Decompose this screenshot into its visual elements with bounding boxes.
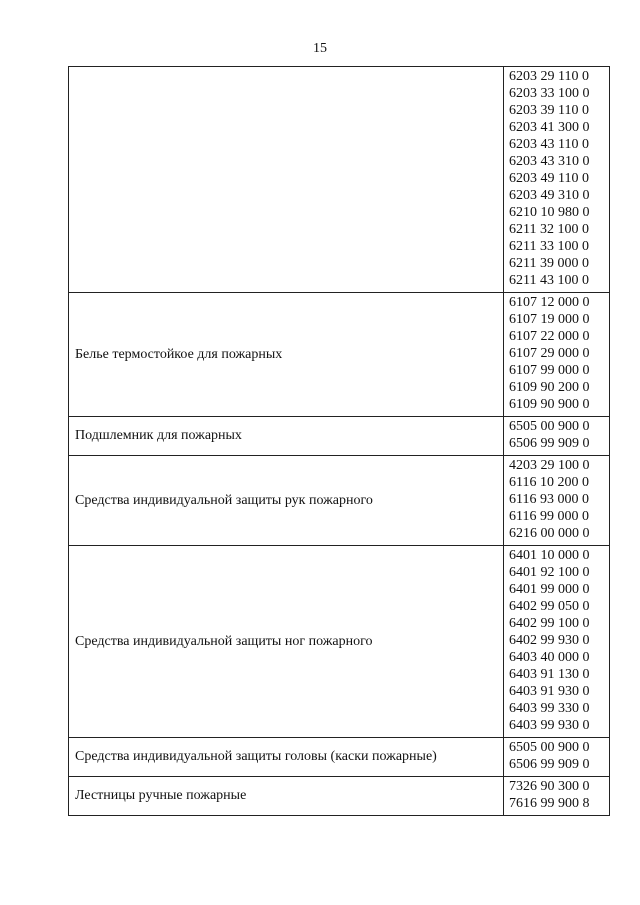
hs-code: 6401 99 000 0: [509, 582, 590, 597]
hs-code: 6403 99 330 0: [509, 701, 590, 716]
hs-code: 6203 33 100 0: [509, 86, 590, 101]
hs-code: 6116 93 000 0: [509, 492, 589, 507]
hs-code: 6211 33 100 0: [509, 239, 589, 254]
table-row: [69, 738, 610, 777]
product-name-cell: Средства индивидуальной защиты ног пожарного: [69, 546, 504, 738]
hs-code: 6107 29 000 0: [509, 346, 590, 361]
hs-code: 6203 39 110 0: [509, 103, 589, 118]
hs-code-cell: [504, 546, 610, 738]
hs-code: 6107 22 000 0: [509, 329, 590, 344]
hs-code: 6401 92 100 0: [509, 565, 590, 580]
table-row: [69, 67, 610, 293]
hs-code-cell: [504, 67, 610, 293]
hs-code: 6403 99 930 0: [509, 718, 590, 733]
table-row: [69, 456, 610, 546]
hs-code: 6211 39 000 0: [509, 256, 589, 271]
hs-code-cell: [504, 738, 610, 777]
hs-code: 6116 10 200 0: [509, 475, 589, 490]
hs-code: 6203 41 300 0: [509, 120, 590, 135]
hs-code: 6203 29 110 0: [509, 69, 589, 84]
hs-code: 6505 00 900 0: [509, 419, 590, 434]
hs-code-cell: [504, 293, 610, 417]
hs-code-cell: [504, 456, 610, 546]
hs-code: 6402 99 100 0: [509, 616, 590, 631]
hs-code: 6116 99 000 0: [509, 509, 589, 524]
product-name-cell: Подшлемник для пожарных: [69, 417, 504, 456]
hs-code: 6203 43 110 0: [509, 137, 589, 152]
hs-code: 6211 43 100 0: [509, 273, 589, 288]
hs-code: 6203 49 110 0: [509, 171, 589, 186]
hs-code: 6402 99 050 0: [509, 599, 590, 614]
hs-code: 6107 19 000 0: [509, 312, 590, 327]
table-row: [69, 417, 610, 456]
product-name-cell: Лестницы ручные пожарные: [69, 777, 504, 816]
hs-code: 6506 99 909 0: [509, 757, 590, 772]
product-name-cell: Средства индивидуальной защиты рук пожарного: [69, 456, 504, 546]
hs-code: 4203 29 100 0: [509, 458, 590, 473]
hs-code: 7326 90 300 0: [509, 779, 590, 794]
hs-code: 6109 90 900 0: [509, 397, 590, 412]
hs-code: 6211 32 100 0: [509, 222, 589, 237]
hs-code-cell: [504, 417, 610, 456]
hs-code: 6107 12 000 0: [509, 295, 590, 310]
hs-code: 6403 40 000 0: [509, 650, 590, 665]
hs-code-cell: [504, 777, 610, 816]
hs-code: 7616 99 900 8: [509, 796, 590, 811]
table-row: [69, 777, 610, 816]
table-body: [69, 67, 610, 816]
product-name-cell: Средства индивидуальной защиты головы (каски пожарные): [69, 738, 504, 777]
hs-code: 6210 10 980 0: [509, 205, 590, 220]
table-row: [69, 546, 610, 738]
page-number: 15: [313, 41, 327, 56]
hs-code: 6506 99 909 0: [509, 436, 590, 451]
hs-code: 6216 00 000 0: [509, 526, 590, 541]
hs-code: 6109 90 200 0: [509, 380, 590, 395]
hs-code: 6401 10 000 0: [509, 548, 590, 563]
product-name-cell: [69, 67, 504, 293]
product-name-cell: Белье термостойкое для пожарных: [69, 293, 504, 417]
hs-code: 6403 91 930 0: [509, 684, 590, 699]
hs-code: 6107 99 000 0: [509, 363, 590, 378]
hs-code: 6203 49 310 0: [509, 188, 590, 203]
hs-code: 6505 00 900 0: [509, 740, 590, 755]
hs-code: 6403 91 130 0: [509, 667, 590, 682]
table-row: [69, 293, 610, 417]
product-code-table: [68, 66, 610, 816]
hs-code: 6203 43 310 0: [509, 154, 590, 169]
hs-code: 6402 99 930 0: [509, 633, 590, 648]
